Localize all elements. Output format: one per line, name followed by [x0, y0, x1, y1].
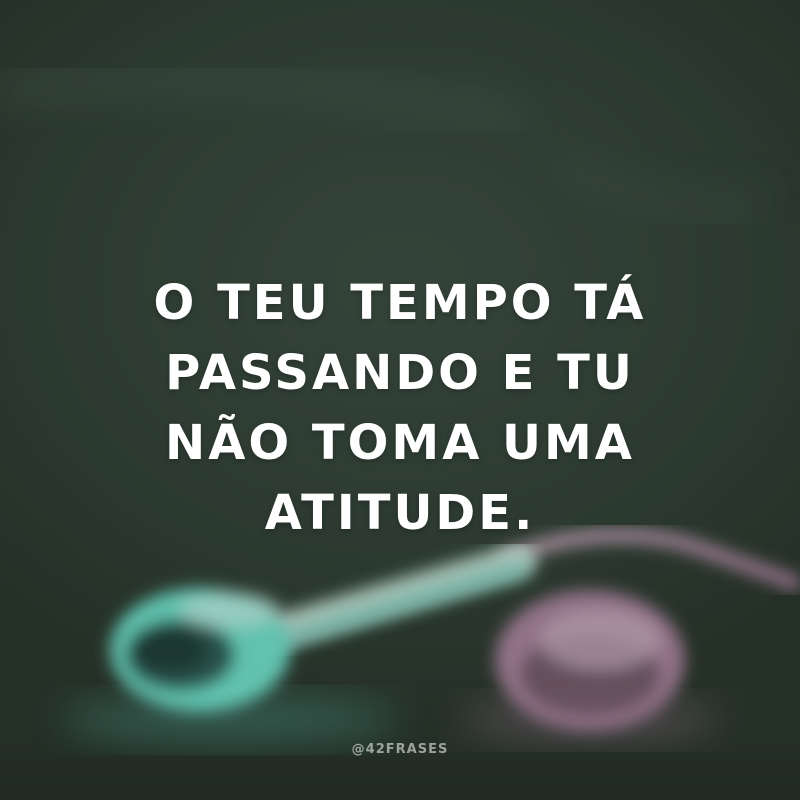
quote-line: O TEU TEMPO TÁ [153, 275, 647, 331]
quote-text [100, 268, 700, 548]
watermark-handle: @42FRASES [351, 742, 449, 757]
quote-line: ATITUDE. [264, 485, 536, 541]
quote-line: PASSANDO E TU [165, 345, 635, 401]
quote-line: NÃO TOMA UMA [165, 415, 635, 471]
